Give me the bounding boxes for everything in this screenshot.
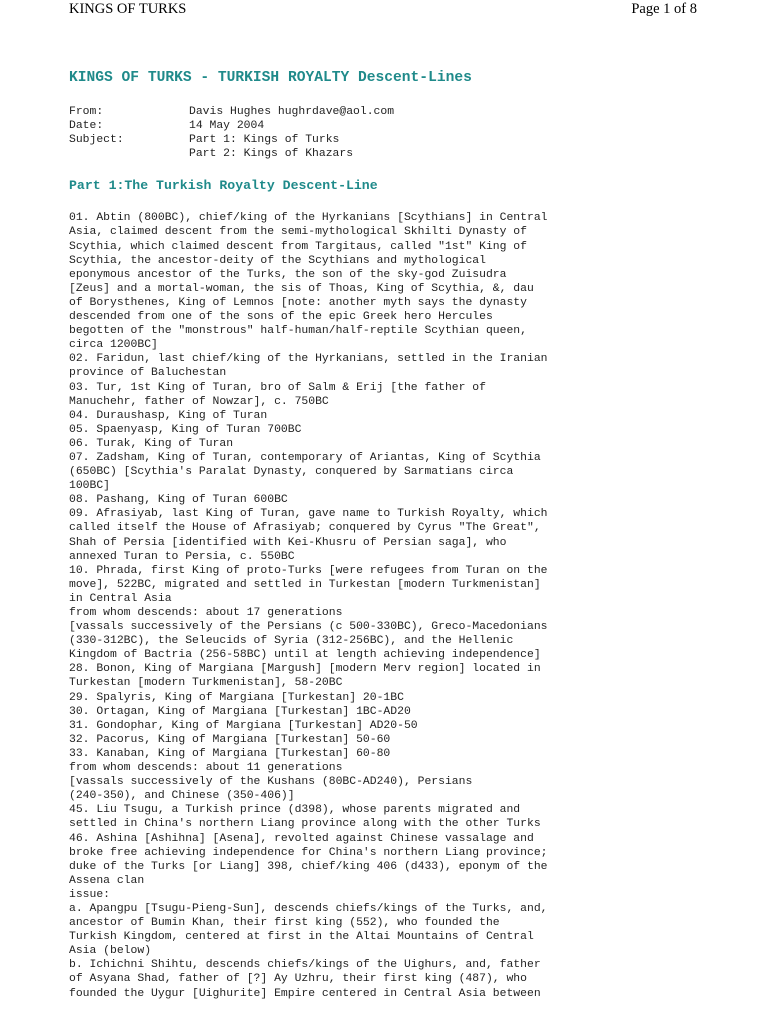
text-line: 28. Bonon, King of Margiana [Margush] [modern Merv region] located in [69,663,541,676]
text-line: province of Baluchestan [69,367,227,380]
text-line: 02. Faridun, last chief/king of the Hyrkanians, settled in the Iranian [69,353,548,366]
body-text [69,211,709,1000]
meta-subject [69,133,709,147]
meta-value: 14 May 2004 [189,120,265,133]
text-line: founded the Uygur [Uighurite] Empire centered in Central Asia between [69,987,541,1000]
text-line: 09. Afrasiyab, last King of Turan, gave name to Turkish Royalty, which [69,508,548,521]
text-line: 06. Turak, King of Turan [69,437,234,450]
meta-date [69,119,709,133]
meta-from [69,105,709,119]
text-line: Scythia, which claimed descent from Targitaus, called "1st" King of [69,240,527,253]
text-line: 04. Duraushasp, King of Turan [69,409,268,422]
text-line: [Zeus] and a mortal-woman, the sis of Thoas, King of Scythia, &, dau [69,282,534,295]
text-line: 33. Kanaban, King of Margiana [Turkestan] 60-80 [69,747,391,760]
header-page-number: Page 1 of 8 [631,1,697,17]
section-title: Part 1:The Turkish Royalty Descent-Line [69,178,378,194]
text-line: called itself the House of Afrasiyab; conquered by Cyrus "The Great", [69,522,541,535]
text-line: [vassals successively of the Persians (c 500-330BC), Greco-Macedonians [69,621,548,634]
text-line: circa 1200BC] [69,339,158,352]
text-line: 08. Pashang, King of Turan 600BC [69,494,288,507]
text-line: ancestor of Bumin Khan, their first king (552), who founded the [69,917,500,930]
text-line: 29. Spalyris, King of Margiana [Turkestan] 20-1BC [69,691,404,704]
text-line: broke free achieving independence for China's northern Liang province; [69,846,548,859]
text-line: 32. Pacorus, King of Margiana [Turkestan] 50-60 [69,733,391,746]
meta-value: Davis Hughes hughrdave@aol.com [189,106,395,118]
text-line: 05. Spaenyasp, King of Turan 700BC [69,423,302,436]
text-line: Kingdom of Bactria (256-58BC) until at length achieving independence] [69,649,541,662]
text-line: Manuchehr, father of Nowzar], c. 750BC [69,395,329,408]
text-line: from whom descends: about 17 generations [69,607,343,619]
text-line: [vassals successively of the Kushans (80BC-AD240), Persians [69,776,473,789]
document-content [69,68,709,1001]
text-line: Turkish Kingdom, centered at first in the Altai Mountains of Central [69,931,534,944]
text-line: 45. Liu Tsugu, a Turkish prince (d398), whose parents migrated and [69,804,521,817]
text-line: of Asyana Shad, father of [?] Ay Uzhru, their first king (487), who [69,973,527,986]
text-line: Scythia, the ancestor-deity of the Scythians and mythological [69,254,486,267]
text-line: (240-350), and Chinese (350-406)] [69,790,295,803]
text-line: move], 522BC, migrated and settled in Turkestan [modern Turkmenistan] [69,578,541,591]
document-title: KINGS OF TURKS - TURKISH ROYALTY Descent-Lines [69,70,472,86]
text-line: 03. Tur, 1st King of Turan, bro of Salm & Erij [the father of [69,381,486,394]
meta-subject-continued [69,147,709,161]
text-line: Turkestan [modern Turkmenistan], 58-20BC [69,677,343,690]
text-line: eponymous ancestor of the Turks, the son of the sky-god Zuisudra [69,268,507,281]
text-line: in Central Asia [69,592,172,605]
text-line: duke of the Turks [or Liang] 398, chief/king 406 (d433), eponym of the [69,860,548,873]
page-header [0,0,768,20]
text-line: 01. Abtin (800BC), chief/king of the Hyrkanians [Scythians] in Central [69,212,548,225]
text-line: of Borysthenes, King of Lemnos [note: another myth says the dynasty [69,296,527,309]
text-line: 31. Gondophar, King of Margiana [Turkestan] AD20-50 [69,719,418,732]
text-line: (330-312BC), the Seleucids of Syria (312-256BC), and the Hellenic [69,635,514,648]
text-line: b. Ichichni Shihtu, descends chiefs/kings of the Uighurs, and, father [69,959,541,972]
meta-value: Part 2: Kings of Khazars [189,148,354,161]
text-line: issue: [69,888,111,901]
meta-key: Date: [69,120,104,133]
text-line: 46. Ashina [Ashihna] [Asena], revolted against Chinese vassalage and [69,832,534,845]
text-line: 30. Ortagan, King of Margiana [Turkestan] 1BC-AD20 [69,705,411,718]
text-line: Shah of Persia [identified with Kei-Khusru of Persian saga], who [69,536,507,549]
text-line: 100BC] [69,480,111,493]
text-line: a. Apangpu [Tsugu-Pieng-Sun], descends chiefs/kings of the Turks, and, [69,902,548,915]
text-line: annexed Turan to Persia, c. 550BC [69,550,295,563]
text-line: Assena clan [69,874,145,887]
meta-value: Part 1: Kings of Turks [189,134,340,147]
header-document-title: KINGS OF TURKS [69,1,187,17]
text-line: Asia (below) [69,945,152,958]
text-line: 10. Phrada, first King of proto-Turks [were refugees from Turan on the [69,564,548,577]
text-line: from whom descends: about 11 generations [69,762,343,775]
text-line: settled in China's northern Liang province along with the other Turks [69,818,541,831]
text-line: (650BC) [Scythia's Paralat Dynasty, conquered by Sarmatians circa [69,466,514,479]
meta-key: Subject: [69,134,124,147]
email-meta [69,105,709,161]
text-line: begotten of the "monstrous" half-human/half-reptile Scythian queen, [69,325,527,338]
text-line: 07. Zadsham, King of Turan, contemporary of Ariantas, King of Scythia [69,451,541,464]
meta-key: From: [69,106,104,118]
text-line: descended from one of the sons of the epic Greek hero Hercules [69,311,493,324]
text-line: Asia, claimed descent from the semi-mythological Skhilti Dynasty of [69,226,527,239]
